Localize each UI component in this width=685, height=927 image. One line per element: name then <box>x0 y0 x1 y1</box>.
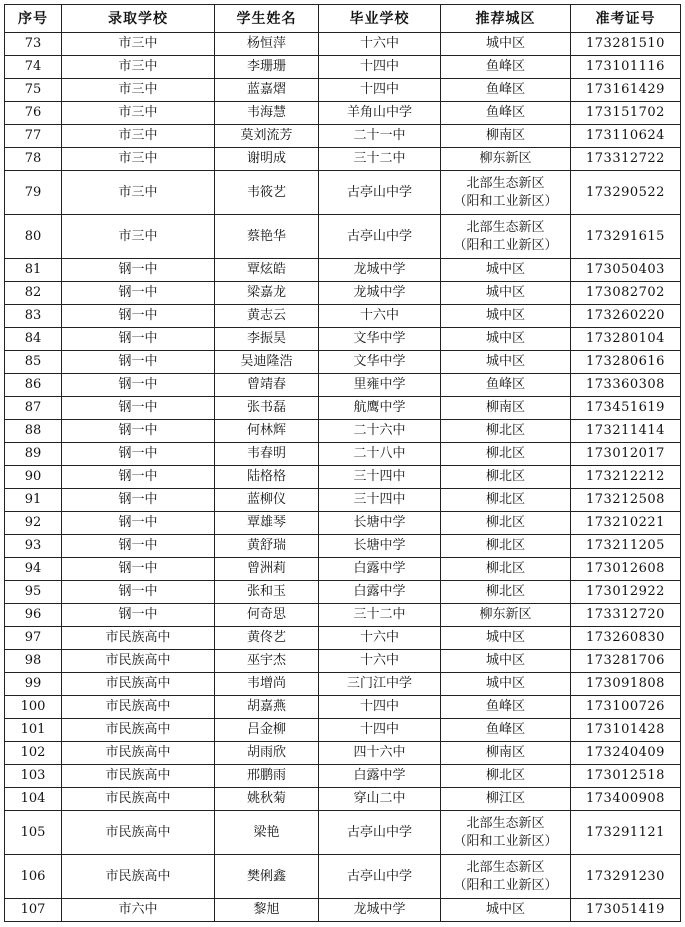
table-row <box>5 650 681 673</box>
district-line: 鱼峰区 <box>485 377 525 392</box>
table-row <box>5 282 681 305</box>
cell-no: 90 <box>5 466 62 489</box>
cell-no: 101 <box>5 719 62 742</box>
district-line: 鱼峰区 <box>485 699 525 714</box>
cell-no: 77 <box>5 125 62 148</box>
cell-grad-school: 三十二中 <box>319 148 441 171</box>
cell-admit-school: 市民族高中 <box>62 673 215 696</box>
cell-student-name: 蓝柳仪 <box>215 489 319 512</box>
cell-no: 75 <box>5 79 62 102</box>
cell-no: 94 <box>5 558 62 581</box>
cell-no: 104 <box>5 788 62 811</box>
cell-student-name: 樊俐鑫 <box>215 855 319 899</box>
cell-grad-school: 白露中学 <box>319 581 441 604</box>
cell-student-name: 韦春明 <box>215 443 319 466</box>
cell-student-name: 曾靖春 <box>215 374 319 397</box>
cell-exam-no: 173101116 <box>571 56 681 79</box>
cell-grad-school: 古亭山中学 <box>319 171 441 215</box>
district-line: 柳北区 <box>485 561 525 576</box>
table-row <box>5 788 681 811</box>
cell-exam-no: 173281510 <box>571 33 681 56</box>
cell-grad-school: 三十四中 <box>319 489 441 512</box>
table-row <box>5 125 681 148</box>
cell-admit-school: 钢一中 <box>62 282 215 305</box>
cell-no: 80 <box>5 215 62 259</box>
cell-student-name: 黄佟艺 <box>215 627 319 650</box>
cell-grad-school: 里雍中学 <box>319 374 441 397</box>
cell-exam-no: 173281706 <box>571 650 681 673</box>
cell-district <box>441 171 571 215</box>
cell-no: 84 <box>5 328 62 351</box>
cell-no: 99 <box>5 673 62 696</box>
district-line: 柳北区 <box>485 492 525 507</box>
cell-admit-school: 钢一中 <box>62 305 215 328</box>
cell-district <box>441 215 571 259</box>
district-line: 城中区 <box>485 285 525 300</box>
district-line: 柳北区 <box>485 584 525 599</box>
cell-exam-no: 173211414 <box>571 420 681 443</box>
cell-admit-school: 市民族高中 <box>62 650 215 673</box>
district-line: （阳和工业新区） <box>453 833 558 849</box>
cell-exam-no: 173290522 <box>571 171 681 215</box>
district-line: （阳和工业新区） <box>453 193 558 209</box>
table-row <box>5 581 681 604</box>
cell-exam-no: 173151702 <box>571 102 681 125</box>
district-line: 北部生态新区 <box>466 815 545 831</box>
table-row <box>5 33 681 56</box>
cell-grad-school: 龙城中学 <box>319 899 441 922</box>
cell-student-name: 蔡艳华 <box>215 215 319 259</box>
cell-exam-no: 173400908 <box>571 788 681 811</box>
cell-grad-school: 穿山二中 <box>319 788 441 811</box>
cell-student-name: 曾洲莉 <box>215 558 319 581</box>
cell-exam-no: 173280104 <box>571 328 681 351</box>
cell-no: 100 <box>5 696 62 719</box>
cell-admit-school: 钢一中 <box>62 259 215 282</box>
table-row <box>5 171 681 215</box>
district-line: 柳北区 <box>485 515 525 530</box>
header-student-name: 学生姓名 <box>215 5 319 33</box>
cell-grad-school: 长塘中学 <box>319 535 441 558</box>
cell-exam-no: 173312720 <box>571 604 681 627</box>
cell-exam-no: 173451619 <box>571 397 681 420</box>
header-row <box>5 5 681 33</box>
district-line: 城中区 <box>485 354 525 369</box>
cell-student-name: 韦筱艺 <box>215 171 319 215</box>
cell-grad-school: 白露中学 <box>319 765 441 788</box>
cell-no: 98 <box>5 650 62 673</box>
cell-no: 103 <box>5 765 62 788</box>
district-line: 城中区 <box>485 653 525 668</box>
cell-student-name: 韦海慧 <box>215 102 319 125</box>
cell-student-name: 李珊珊 <box>215 56 319 79</box>
cell-district <box>441 581 571 604</box>
cell-grad-school: 航鹰中学 <box>319 397 441 420</box>
district-line: 鱼峰区 <box>485 722 525 737</box>
cell-no: 79 <box>5 171 62 215</box>
cell-admit-school: 钢一中 <box>62 466 215 489</box>
cell-grad-school: 十四中 <box>319 56 441 79</box>
table-body <box>5 33 681 922</box>
cell-no: 87 <box>5 397 62 420</box>
cell-exam-no: 173291121 <box>571 811 681 855</box>
table-row <box>5 742 681 765</box>
cell-admit-school: 市三中 <box>62 79 215 102</box>
table-row <box>5 811 681 855</box>
cell-district <box>441 535 571 558</box>
cell-no: 102 <box>5 742 62 765</box>
district-line: 城中区 <box>485 331 525 346</box>
cell-grad-school: 十四中 <box>319 696 441 719</box>
cell-student-name: 巫宇杰 <box>215 650 319 673</box>
cell-exam-no: 173012608 <box>571 558 681 581</box>
cell-student-name: 陆格格 <box>215 466 319 489</box>
district-line: 柳南区 <box>485 745 525 760</box>
cell-exam-no: 173291230 <box>571 855 681 899</box>
cell-district <box>441 650 571 673</box>
cell-admit-school: 市民族高中 <box>62 855 215 899</box>
cell-no: 83 <box>5 305 62 328</box>
district-line: 柳北区 <box>485 768 525 783</box>
cell-admit-school: 市民族高中 <box>62 765 215 788</box>
cell-district <box>441 305 571 328</box>
table-row <box>5 466 681 489</box>
district-line: 北部生态新区 <box>466 859 545 875</box>
district-line: 城中区 <box>485 630 525 645</box>
cell-grad-school: 十六中 <box>319 650 441 673</box>
cell-admit-school: 钢一中 <box>62 351 215 374</box>
cell-district <box>441 899 571 922</box>
table-row <box>5 397 681 420</box>
cell-admit-school: 钢一中 <box>62 397 215 420</box>
table-row <box>5 148 681 171</box>
district-line: （阳和工业新区） <box>453 877 558 893</box>
cell-admit-school: 钢一中 <box>62 420 215 443</box>
cell-no: 97 <box>5 627 62 650</box>
cell-exam-no: 173012518 <box>571 765 681 788</box>
cell-grad-school: 二十六中 <box>319 420 441 443</box>
table-row <box>5 696 681 719</box>
cell-exam-no: 173110624 <box>571 125 681 148</box>
table-row <box>5 604 681 627</box>
cell-admit-school: 钢一中 <box>62 512 215 535</box>
cell-grad-school: 二十一中 <box>319 125 441 148</box>
district-line: 柳北区 <box>485 469 525 484</box>
header-grad-school: 毕业学校 <box>319 5 441 33</box>
cell-district <box>441 282 571 305</box>
cell-admit-school: 钢一中 <box>62 489 215 512</box>
cell-exam-no: 173260830 <box>571 627 681 650</box>
cell-district <box>441 696 571 719</box>
cell-grad-school: 文华中学 <box>319 328 441 351</box>
cell-admit-school: 市民族高中 <box>62 696 215 719</box>
cell-student-name: 杨恒萍 <box>215 33 319 56</box>
district-line: 柳北区 <box>485 446 525 461</box>
cell-admit-school: 钢一中 <box>62 581 215 604</box>
cell-grad-school: 古亭山中学 <box>319 855 441 899</box>
cell-no: 92 <box>5 512 62 535</box>
cell-grad-school: 文华中学 <box>319 351 441 374</box>
cell-admit-school: 钢一中 <box>62 535 215 558</box>
cell-grad-school: 四十六中 <box>319 742 441 765</box>
cell-admit-school: 市民族高中 <box>62 627 215 650</box>
cell-district <box>441 443 571 466</box>
cell-student-name: 黄志云 <box>215 305 319 328</box>
cell-admit-school: 钢一中 <box>62 374 215 397</box>
cell-grad-school: 三十四中 <box>319 466 441 489</box>
cell-district <box>441 855 571 899</box>
cell-grad-school: 白露中学 <box>319 558 441 581</box>
cell-student-name: 覃雄琴 <box>215 512 319 535</box>
cell-exam-no: 173212508 <box>571 489 681 512</box>
district-line: 城中区 <box>485 262 525 277</box>
district-line: 城中区 <box>485 902 525 917</box>
table-row <box>5 305 681 328</box>
district-line: 柳东新区 <box>479 151 532 166</box>
cell-grad-school: 十四中 <box>319 79 441 102</box>
cell-grad-school: 龙城中学 <box>319 259 441 282</box>
cell-no: 107 <box>5 899 62 922</box>
cell-no: 86 <box>5 374 62 397</box>
district-line: 鱼峰区 <box>485 82 525 97</box>
table-row <box>5 489 681 512</box>
table-row <box>5 420 681 443</box>
cell-exam-no: 173312722 <box>571 148 681 171</box>
cell-exam-no: 173100726 <box>571 696 681 719</box>
table-row <box>5 56 681 79</box>
cell-admit-school: 市三中 <box>62 33 215 56</box>
cell-district <box>441 328 571 351</box>
cell-student-name: 梁艳 <box>215 811 319 855</box>
cell-admit-school: 市三中 <box>62 102 215 125</box>
cell-admit-school: 市三中 <box>62 125 215 148</box>
cell-district <box>441 374 571 397</box>
cell-no: 81 <box>5 259 62 282</box>
cell-district <box>441 811 571 855</box>
cell-district <box>441 489 571 512</box>
cell-student-name: 黄舒瑞 <box>215 535 319 558</box>
cell-grad-school: 古亭山中学 <box>319 811 441 855</box>
cell-student-name: 何奇思 <box>215 604 319 627</box>
cell-admit-school: 市民族高中 <box>62 742 215 765</box>
cell-student-name: 张书磊 <box>215 397 319 420</box>
cell-student-name: 胡雨欣 <box>215 742 319 765</box>
cell-grad-school: 十六中 <box>319 305 441 328</box>
cell-exam-no: 173101428 <box>571 719 681 742</box>
cell-student-name: 蓝嘉熠 <box>215 79 319 102</box>
cell-district <box>441 79 571 102</box>
cell-district <box>441 558 571 581</box>
cell-no: 91 <box>5 489 62 512</box>
cell-district <box>441 259 571 282</box>
district-line: （阳和工业新区） <box>453 237 558 253</box>
cell-district <box>441 351 571 374</box>
cell-grad-school: 三门江中学 <box>319 673 441 696</box>
district-line: 鱼峰区 <box>485 59 525 74</box>
table-row <box>5 512 681 535</box>
cell-district <box>441 512 571 535</box>
cell-admit-school: 市三中 <box>62 171 215 215</box>
cell-district <box>441 397 571 420</box>
table-row <box>5 374 681 397</box>
cell-exam-no: 173291615 <box>571 215 681 259</box>
table-row <box>5 765 681 788</box>
admission-table <box>4 4 681 922</box>
cell-admit-school: 市民族高中 <box>62 811 215 855</box>
cell-district <box>441 627 571 650</box>
cell-district <box>441 742 571 765</box>
cell-district <box>441 765 571 788</box>
cell-admit-school: 市民族高中 <box>62 719 215 742</box>
cell-district <box>441 466 571 489</box>
table-row <box>5 535 681 558</box>
table-row <box>5 443 681 466</box>
cell-student-name: 李振昊 <box>215 328 319 351</box>
table-row <box>5 899 681 922</box>
cell-exam-no: 173082702 <box>571 282 681 305</box>
cell-student-name: 吕金柳 <box>215 719 319 742</box>
cell-exam-no: 173161429 <box>571 79 681 102</box>
table-row <box>5 627 681 650</box>
cell-student-name: 莫刘流芳 <box>215 125 319 148</box>
cell-no: 93 <box>5 535 62 558</box>
cell-grad-school: 长塘中学 <box>319 512 441 535</box>
cell-admit-school: 市六中 <box>62 899 215 922</box>
header-admit-school: 录取学校 <box>62 5 215 33</box>
cell-admit-school: 市三中 <box>62 56 215 79</box>
district-line: 城中区 <box>485 36 525 51</box>
district-line: 柳南区 <box>485 400 525 415</box>
cell-exam-no: 173360308 <box>571 374 681 397</box>
cell-district <box>441 148 571 171</box>
cell-grad-school: 二十八中 <box>319 443 441 466</box>
cell-exam-no: 173012922 <box>571 581 681 604</box>
district-line: 北部生态新区 <box>466 219 545 235</box>
cell-district <box>441 102 571 125</box>
header-exam-no: 准考证号 <box>571 5 681 33</box>
cell-no: 89 <box>5 443 62 466</box>
cell-district <box>441 125 571 148</box>
cell-student-name: 覃炫皓 <box>215 259 319 282</box>
district-line: 城中区 <box>485 308 525 323</box>
cell-exam-no: 173211205 <box>571 535 681 558</box>
cell-district <box>441 604 571 627</box>
cell-admit-school: 市三中 <box>62 148 215 171</box>
cell-student-name: 姚秋菊 <box>215 788 319 811</box>
cell-district <box>441 56 571 79</box>
cell-student-name: 韦增尚 <box>215 673 319 696</box>
cell-exam-no: 173210221 <box>571 512 681 535</box>
table-row <box>5 351 681 374</box>
cell-no: 85 <box>5 351 62 374</box>
table-row <box>5 259 681 282</box>
cell-exam-no: 173051419 <box>571 899 681 922</box>
cell-exam-no: 173240409 <box>571 742 681 765</box>
cell-no: 74 <box>5 56 62 79</box>
cell-district <box>441 673 571 696</box>
table-row <box>5 673 681 696</box>
cell-exam-no: 173012017 <box>571 443 681 466</box>
district-line: 柳江区 <box>485 791 525 806</box>
table-row <box>5 215 681 259</box>
cell-district <box>441 420 571 443</box>
cell-admit-school: 钢一中 <box>62 328 215 351</box>
district-line: 柳北区 <box>485 538 525 553</box>
table-row <box>5 719 681 742</box>
cell-student-name: 胡嘉燕 <box>215 696 319 719</box>
district-line: 柳南区 <box>485 128 525 143</box>
cell-no: 76 <box>5 102 62 125</box>
cell-exam-no: 173091808 <box>571 673 681 696</box>
cell-admit-school: 市三中 <box>62 215 215 259</box>
district-line: 柳北区 <box>485 423 525 438</box>
cell-no: 82 <box>5 282 62 305</box>
district-line: 鱼峰区 <box>485 105 525 120</box>
cell-grad-school: 十六中 <box>319 33 441 56</box>
table-row <box>5 558 681 581</box>
header-district: 推荐城区 <box>441 5 571 33</box>
cell-student-name: 张和玉 <box>215 581 319 604</box>
district-line: 北部生态新区 <box>466 175 545 191</box>
cell-no: 95 <box>5 581 62 604</box>
cell-admit-school: 市民族高中 <box>62 788 215 811</box>
cell-exam-no: 173212212 <box>571 466 681 489</box>
cell-grad-school: 羊角山中学 <box>319 102 441 125</box>
cell-district <box>441 719 571 742</box>
cell-district <box>441 33 571 56</box>
cell-student-name: 梁嘉龙 <box>215 282 319 305</box>
cell-exam-no: 173280616 <box>571 351 681 374</box>
cell-student-name: 黎旭 <box>215 899 319 922</box>
cell-grad-school: 古亭山中学 <box>319 215 441 259</box>
district-line: 城中区 <box>485 676 525 691</box>
cell-exam-no: 173050403 <box>571 259 681 282</box>
cell-grad-school: 三十二中 <box>319 604 441 627</box>
cell-student-name: 何林辉 <box>215 420 319 443</box>
cell-district <box>441 788 571 811</box>
cell-exam-no: 173260220 <box>571 305 681 328</box>
table-row <box>5 102 681 125</box>
header-no: 序号 <box>5 5 62 33</box>
table-row <box>5 855 681 899</box>
cell-no: 73 <box>5 33 62 56</box>
cell-student-name: 邢鹏雨 <box>215 765 319 788</box>
cell-admit-school: 钢一中 <box>62 558 215 581</box>
cell-no: 78 <box>5 148 62 171</box>
cell-grad-school: 十四中 <box>319 719 441 742</box>
cell-grad-school: 龙城中学 <box>319 282 441 305</box>
cell-no: 106 <box>5 855 62 899</box>
cell-student-name: 谢明成 <box>215 148 319 171</box>
cell-no: 96 <box>5 604 62 627</box>
cell-student-name: 吴迪隆浩 <box>215 351 319 374</box>
cell-grad-school: 十六中 <box>319 627 441 650</box>
cell-no: 88 <box>5 420 62 443</box>
cell-admit-school: 钢一中 <box>62 604 215 627</box>
cell-no: 105 <box>5 811 62 855</box>
table-row <box>5 328 681 351</box>
table-row <box>5 79 681 102</box>
district-line: 柳东新区 <box>479 607 532 622</box>
cell-admit-school: 钢一中 <box>62 443 215 466</box>
